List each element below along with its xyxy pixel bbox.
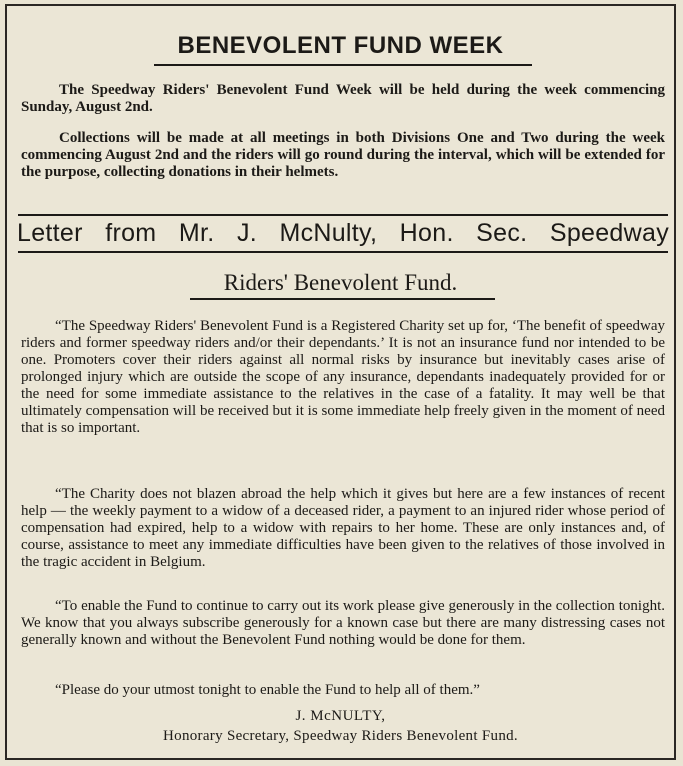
article-title: BENEVOLENT FUND WEEK bbox=[177, 32, 504, 59]
letter-subheading: Riders' Benevolent Fund. bbox=[223, 270, 458, 295]
letter-heading: Letter from Mr. J. McNulty, Hon. Sec. Speedway bbox=[17, 219, 669, 247]
letter-rule-bottom bbox=[18, 251, 668, 253]
signature-title: Honorary Secretary, Speedway Riders Benevolent Fund. bbox=[163, 728, 518, 744]
title-underline bbox=[154, 64, 532, 66]
intro-paragraph-2: Collections will be made at all meetings in both Divisions One and Two during the week commencing August 2nd and the riders will go round during the interval, which will be extended for the purpose, collecting donations in their helmets. bbox=[21, 130, 665, 180]
letter-rule-top bbox=[18, 214, 668, 216]
subheading-underline bbox=[190, 298, 495, 300]
letter-paragraph-1: “The Speedway Riders' Benevolent Fund is a Registered Charity set up for, ‘The benefit of speedway riders and former speedway riders and/or their dependants.’ It is not an insurance fund nor intended to be one. Promoters cover their riders against all normal risks by insurance but inevitably cases arise of prolonged injury which are outside the scope of any insurance, dependants inadequately provided for or the need for some immediate assistance to the relatives in the case of a fatality. It may well be that ultimately compensation will be received but it is some immediate help freely given in the moment of need that is so important. bbox=[21, 318, 665, 436]
signature-name: J. McNULTY, bbox=[295, 708, 386, 724]
document-page bbox=[5, 4, 676, 760]
letter-paragraph-3: “To enable the Fund to continue to carry out its work please give generously in the collection tonight. We know that you always subscribe generously for a known case but there are many distressing cases not generally known and without the Benevolent Fund nothing would be done for them. bbox=[21, 598, 665, 648]
letter-paragraph-2: “The Charity does not blazen abroad the help which it gives but here are a few instances of recent help — the weekly payment to a widow of a deceased rider, a payment to an injured rider whose period of compensation had expired, help to a widow with repairs to her home. These are only instances and, of course, assistance to meet any immediate difficulties have been given to the relatives of those involved in the tragic accident in Belgium. bbox=[21, 486, 665, 570]
intro-paragraph-1: The Speedway Riders' Benevolent Fund Week will be held during the week commencing Sunday, August 2nd. bbox=[21, 82, 665, 115]
letter-paragraph-4: “Please do your utmost tonight to enable the Fund to help all of them.” bbox=[55, 682, 480, 698]
